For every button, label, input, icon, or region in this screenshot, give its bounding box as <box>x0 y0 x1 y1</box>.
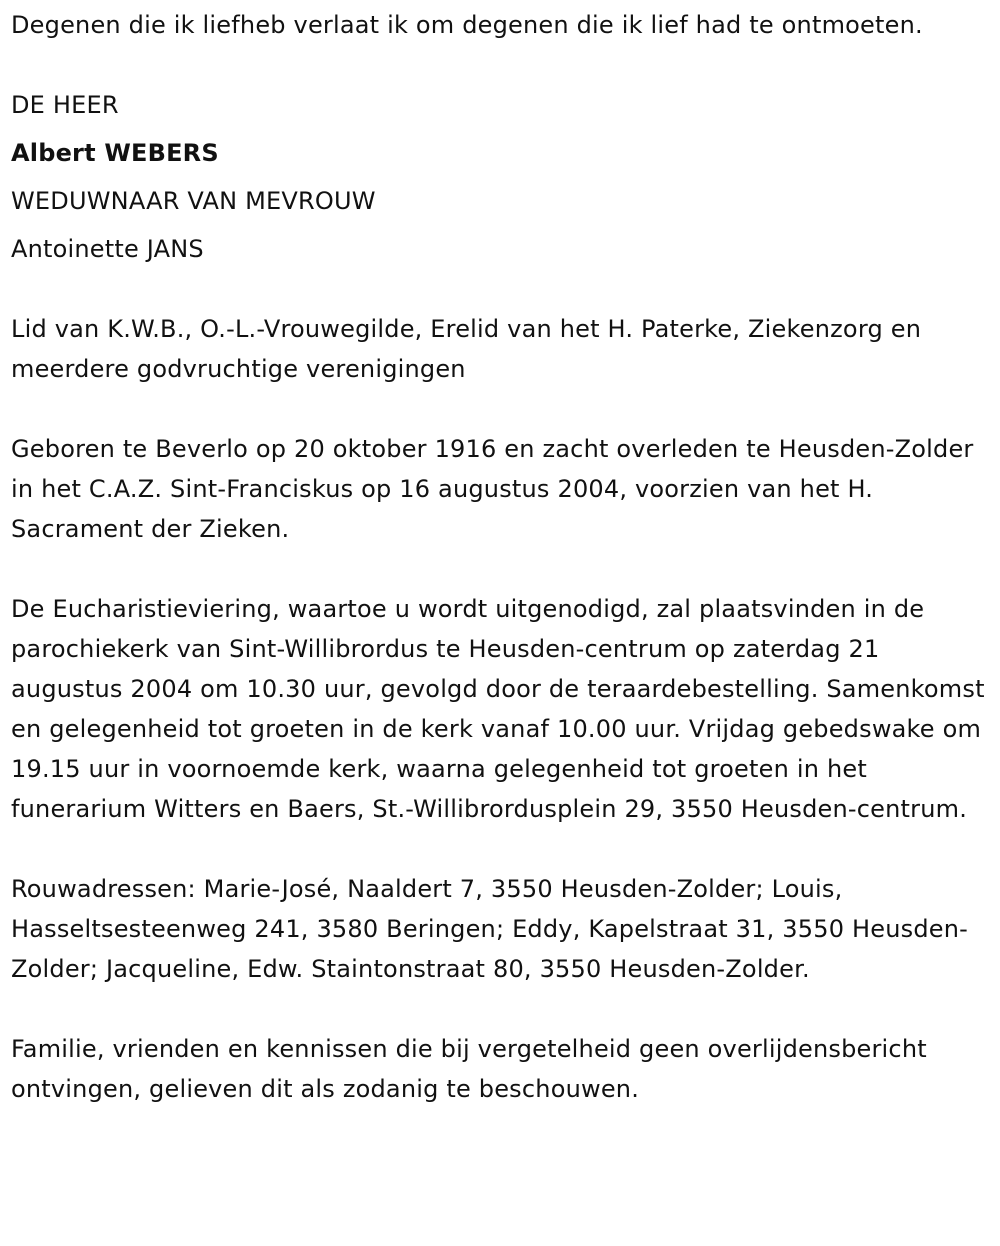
birth-death-paragraph: Geboren te Beverlo op 20 oktober 1916 en zacht overleden te Heusden-Zolder in het C.A.Z. Sint-Franciskus op 16 augustus 2004, voorzien van het H. Sacrament der Zieken. <box>11 435 974 543</box>
closing-paragraph: Familie, vrienden en kennissen die bij vergetelheid geen overlijdensbericht ontvingen, gelieven dit als zodanig te beschouwen. <box>11 1035 927 1103</box>
deceased-name: Albert WEBERS <box>11 139 219 167</box>
addresses-paragraph: Rouwadressen: Marie-José, Naaldert 7, 3550 Heusden-Zolder; Louis, Hasseltsesteenweg 241, 3580 Beringen; Eddy, Kapelstraat 31, 3550 Heusden-Zolder; Jacqueline, Edw. Staintonstraat 80, 3550 Heusden-Zolder. <box>11 875 968 983</box>
title-line: DE HEER <box>11 91 119 119</box>
obituary-notice <box>11 0 996 1109</box>
memberships-paragraph: Lid van K.W.B., O.-L.-Vrouwegilde, Erelid van het H. Paterke, Ziekenzorg en meerdere godvruchtige verenigingen <box>11 315 922 383</box>
spouse-name: Antoinette JANS <box>11 235 204 263</box>
ceremony-paragraph: De Eucharistieviering, waartoe u wordt uitgenodigd, zal plaatsvinden in de parochiekerk van Sint-Willibrordus te Heusden-centrum op zaterdag 21 augustus 2004 om 10.30 uur, gevolgd door de teraardebestelling. Samenkomst en gelegenheid tot groeten in de kerk vanaf 10.00 uur. Vrijdag gebedswake om 19.15 uur in voornoemde kerk, waarna gelegenheid tot groeten in het funerarium Witters en Baers, St.-Willibrordusplein 29, 3550 Heusden-centrum. <box>11 595 985 823</box>
opening-quote: Degenen die ik liefheb verlaat ik om degenen die ik lief had te ontmoeten. <box>11 11 923 39</box>
relation-line: WEDUWNAAR VAN MEVROUW <box>11 187 376 215</box>
